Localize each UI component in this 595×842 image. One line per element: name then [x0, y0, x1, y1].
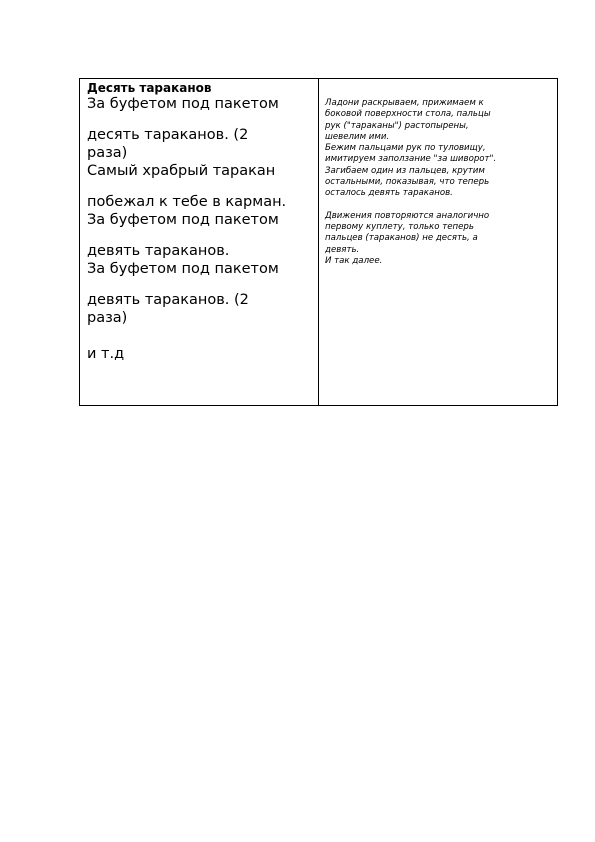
- rhyme-line: десять тараканов. (2: [87, 127, 249, 143]
- movement-line: И так далее.: [325, 255, 383, 266]
- rhyme-line: раза): [87, 145, 128, 161]
- movement-line: боковой поверхности стола, пальцы: [325, 109, 491, 120]
- movement-line: рук ("тараканы") растопырены,: [325, 120, 469, 131]
- movement-line: Движения повторяются аналогично: [325, 210, 490, 221]
- movement-line: пальцев (тараканов) не десять, а: [325, 233, 478, 244]
- movement-line: Загибаем один из пальцев, крутим: [325, 165, 485, 176]
- rhyme-line: За буфетом под пакетом: [87, 96, 279, 112]
- movement-line: девять.: [325, 244, 360, 255]
- movement-line: остальными, показывая, что теперь: [325, 177, 490, 188]
- rhyme-line: побежал к тебе в карман.: [87, 194, 287, 210]
- movement-line: шевелим ими.: [325, 131, 390, 142]
- movement-line: осталось девять тараканов.: [325, 188, 453, 199]
- movement-line: имитируем заползание "за шиворот".: [325, 154, 497, 165]
- rhyme-line: За буфетом под пакетом: [87, 212, 279, 228]
- rhyme-title: Десять тараканов: [87, 81, 212, 95]
- rhyme-line: За буфетом под пакетом: [87, 261, 279, 277]
- rhyme-line: девять тараканов.: [87, 243, 230, 259]
- rhyme-line: раза): [87, 310, 128, 326]
- rhyme-text-cell: [80, 79, 319, 405]
- rhyme-table: [79, 78, 558, 406]
- movement-line: первому куплету, только теперь: [325, 221, 474, 232]
- rhyme-line: и т.д: [87, 346, 125, 362]
- movement-line: Бежим пальцами рук по туловищу,: [325, 143, 486, 154]
- movement-line: Ладони раскрываем, прижимаем к: [325, 98, 484, 108]
- movements-cell: [319, 79, 557, 405]
- rhyme-line: Самый храбрый таракан: [87, 163, 276, 179]
- rhyme-line: девять тараканов. (2: [87, 292, 249, 308]
